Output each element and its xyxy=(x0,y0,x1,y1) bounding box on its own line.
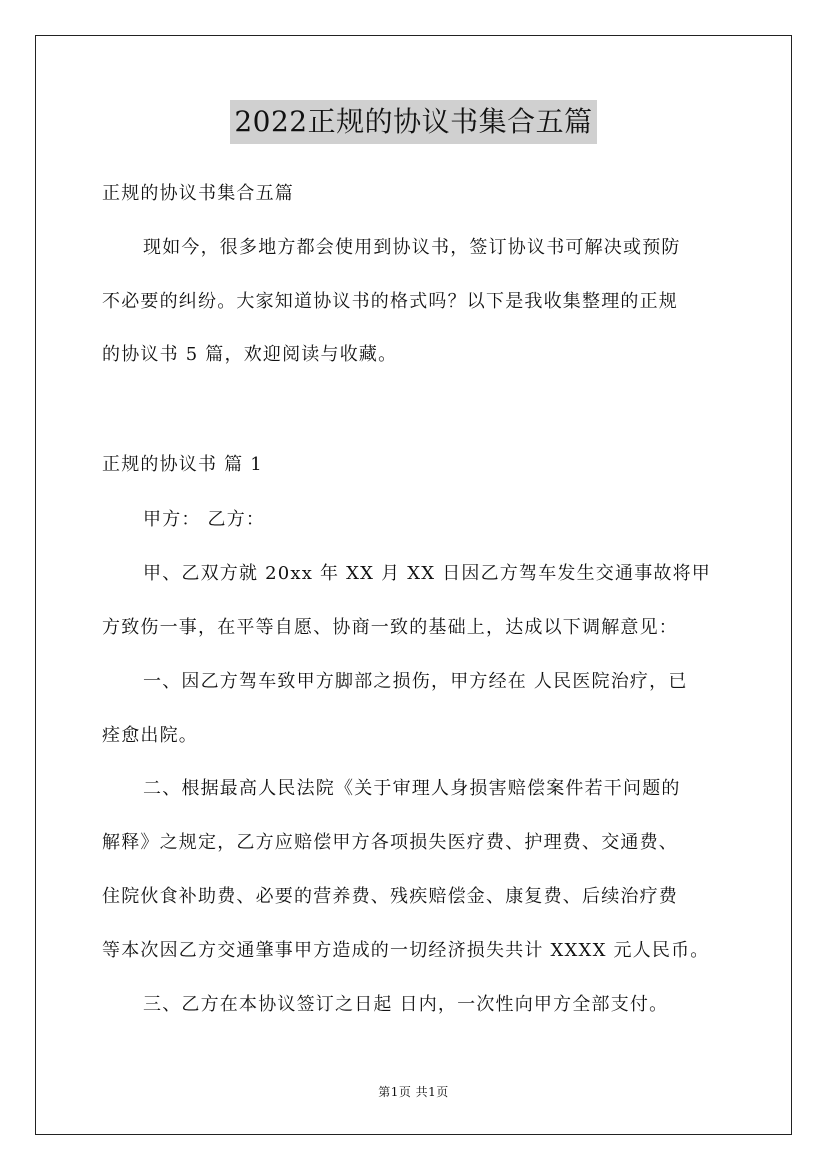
body-line-9: 等本次因乙方交通肇事甲方造成的一切经济损失共计 XXXX 元人民币。 xyxy=(102,940,710,961)
document-title-text: 2022正规的协议书集合五篇 xyxy=(230,100,596,144)
body-line-5: 痊愈出院。 xyxy=(102,725,198,746)
body-line-6: 二、根据最高人民法院《关于审理人身损害赔偿案件若干问题的 xyxy=(143,778,681,799)
section-heading: 正规的协议书 篇 1 xyxy=(102,454,263,475)
body-line-10: 三、乙方在本协议签订之日起 日内，一次性向甲方全部支付。 xyxy=(143,994,669,1015)
body-line-3: 方致伤一事，在平等自愿、协商一致的基础上，达成以下调解意见： xyxy=(102,617,678,638)
body-line-7: 解释》之规定，乙方应赔偿甲方各项损失医疗费、护理费、交通费、 xyxy=(102,832,678,853)
body-line-8: 住院伙食补助费、必要的营养费、残疾赔偿金、康复费、后续治疗费 xyxy=(102,886,678,907)
document-subtitle: 正规的协议书集合五篇 xyxy=(102,183,294,204)
body-line-parties: 甲方： 乙方： xyxy=(143,509,266,530)
page-footer: 第1页 共1页 xyxy=(378,1085,449,1099)
body-line-2: 甲、乙双方就 20xx 年 XX 月 XX 日因乙方驾车发生交通事故将甲 xyxy=(143,563,711,584)
intro-line-1: 现如今，很多地方都会使用到协议书，签订协议书可解决或预防 xyxy=(143,237,681,258)
intro-line-2: 不必要的纠纷。大家知道协议书的格式吗？以下是我收集整理的正规 xyxy=(102,291,678,312)
intro-line-3: 的协议书 5 篇，欢迎阅读与收藏。 xyxy=(102,344,398,365)
document-title xyxy=(0,100,827,144)
body-line-4: 一、因乙方驾车致甲方脚部之损伤，甲方经在 人民医院治疗，已 xyxy=(143,671,688,692)
